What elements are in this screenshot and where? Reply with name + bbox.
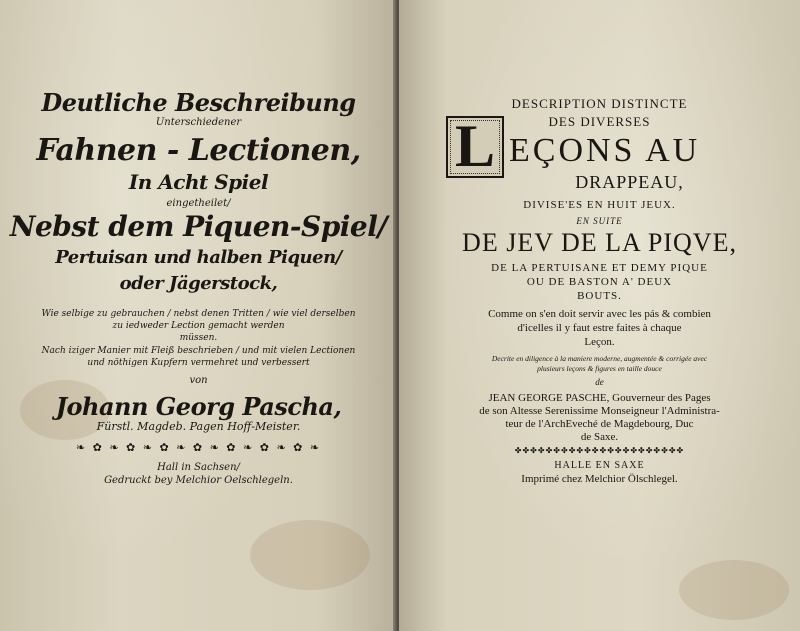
right-de: de: [595, 377, 604, 387]
right-line-4: DRAPPEAU,: [575, 172, 684, 192]
initial-letter: L: [454, 113, 496, 179]
left-title-line-5: Pertuisan und halben Piquen/: [55, 247, 342, 268]
left-paragraph-1-line-3: müssen.: [179, 333, 218, 343]
decorated-initial: [446, 113, 504, 179]
right-line-6: EN SUITE: [576, 216, 623, 226]
left-paragraph-1-line-1: Wie selbige zu gebrauchen / nebst denen Tritten / wie viel derselben: [41, 309, 356, 319]
left-page: [0, 0, 397, 631]
right-line-1: DESCRIPTION DISTINCTE: [511, 96, 688, 111]
left-title-line-1: Deutliche Beschreibung: [41, 88, 356, 117]
right-line-9: OU DE BASTON A' DEUX: [526, 276, 673, 288]
right-line-5: DIVISE'ES EN HUIT JEUX.: [523, 199, 676, 211]
right-paragraph-2-line-1: Decrite en diligence à la maniere moderne, augmentée & corrigée avec: [491, 354, 708, 363]
left-ornament-band: ❧ ✿ ❧ ✿ ❧ ✿ ❧ ✿ ❧ ✿ ❧ ✿ ❧ ✿ ❧: [75, 441, 322, 454]
right-author-line-1: JEAN GEORGE PASCHE, Gouverneur des Pages: [488, 392, 711, 404]
left-title-line-4: Nebst dem Piquen-Spiel/: [9, 210, 388, 243]
left-title-line-6: oder Jägerstock,: [119, 273, 278, 294]
right-author-line-3: teur de l'ArchEveché de Magdebourg, Duc: [505, 418, 694, 430]
right-line-3: EÇONS AU: [509, 132, 701, 169]
left-paragraph-2-line-2: und nöthigen Kupfern vermehret und verbessert: [87, 358, 310, 368]
left-paragraph-2-line-1: Nach iziger Manier mit Fleiß beschrieben / und mit vielen Lectionen: [41, 346, 356, 356]
left-author: Johann Georg Pascha,: [55, 392, 342, 421]
right-paragraph-1-line-3: Leçon.: [584, 336, 615, 348]
right-place: HALLE EN SAXE: [554, 460, 645, 471]
right-line-8: DE LA PERTUISANE ET DEMY PIQUE: [491, 262, 708, 274]
left-author-title: Fürstl. Magdeb. Pagen Hoff-Meister.: [96, 420, 301, 433]
right-page: [399, 0, 800, 631]
right-line-10: BOUTS.: [577, 290, 622, 302]
left-title-line-2: Fahnen - Lectionen,: [36, 133, 361, 168]
left-subtitle-2: eingetheilet/: [166, 198, 231, 209]
paper-stain: [250, 520, 370, 590]
left-place: Hall in Sachsen/: [157, 462, 240, 473]
right-printer: Imprimé chez Melchior Ölschlegel.: [521, 473, 678, 485]
right-author-line-2: de son Altesse Serenissime Monseigneur l'Administra-: [479, 405, 720, 417]
right-paragraph-1-line-2: d'icelles il y faut estre faites à chaque: [517, 322, 682, 334]
right-paragraph-1-line-1: Comme on s'en doit servir avec les pás & combien: [488, 308, 711, 320]
left-von: von: [189, 375, 208, 386]
right-paragraph-2-line-2: plusieurs leçons & figures en taille douce: [537, 364, 662, 373]
left-title-line-3: In Acht Spiel: [128, 170, 269, 194]
left-subtitle-1: Unterschiedener: [155, 117, 242, 128]
right-line-2: DES DIVERSES: [548, 114, 651, 129]
paper-stain: [679, 560, 789, 620]
right-line-7: DE JEV DE LA PIQVE,: [462, 228, 737, 257]
left-paragraph-1-line-2: zu iedweder Lection gemacht werden: [112, 321, 285, 331]
right-ornament-band: ✤✤✤✤✤✤✤✤✤✤✤✤✤✤✤✤✤✤✤✤✤✤: [514, 446, 685, 455]
right-author-line-4: de Saxe.: [580, 431, 619, 443]
left-printer: Gedruckt bey Melchior Oelschlegeln.: [104, 475, 293, 486]
